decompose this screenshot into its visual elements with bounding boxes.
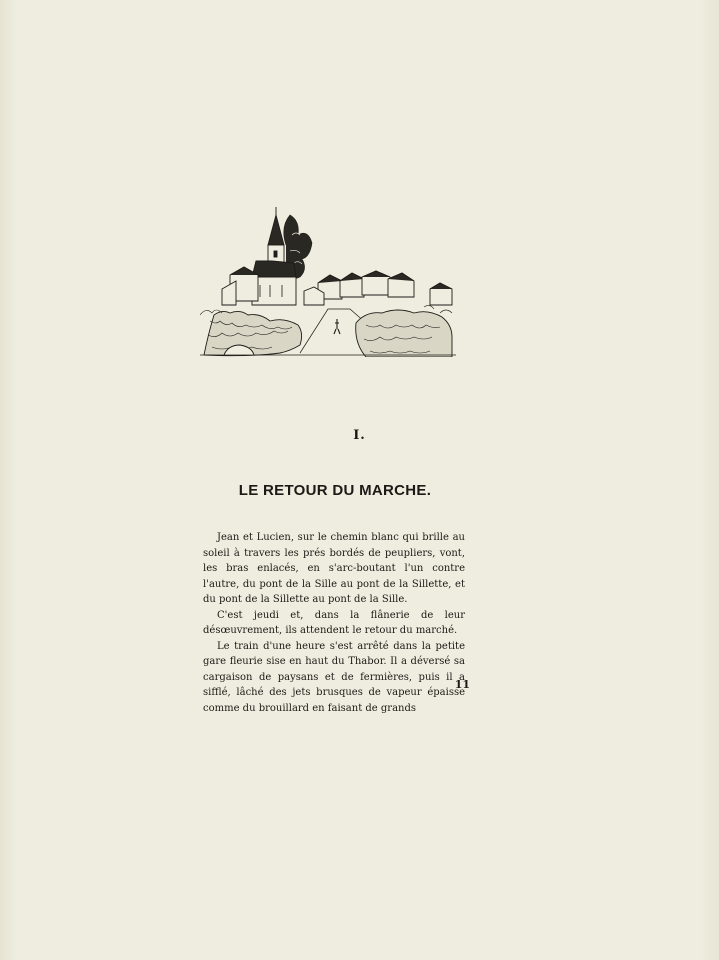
chapter-title bbox=[0, 482, 670, 499]
chapter-number: I. bbox=[353, 428, 366, 443]
paragraph-1: Jean et Lucien, sur le chemin blanc qui brille au soleil à travers les prés bordés de peupliers, vont, les bras enlacés, en s'arc-boutant l'un contre l'autre, du pont de la Sille au pont de la Sillette, et du pont de la Sillette au pont de la Sille. bbox=[203, 532, 465, 605]
paragraph-2: C'est jeudi et, dans la flânerie de leur désœuvrement, ils attendent le retour du marché. bbox=[203, 609, 465, 636]
village-church-illustration bbox=[200, 205, 456, 357]
paragraph-3: Le train d'une heure s'est arrêté dans la petite gare fleurie sise en haut du Thabor. Il a déversé sa cargaison de paysans et de fermières, puis il a sifflé, lâché des jets brusques de vapeur épaisse comme du brouillard en faisant de grands bbox=[203, 640, 465, 714]
page-number: 11 bbox=[454, 678, 470, 691]
chapter-title-text: LE RETOUR DU MARCHE. bbox=[238, 482, 432, 499]
body-text bbox=[203, 530, 465, 716]
